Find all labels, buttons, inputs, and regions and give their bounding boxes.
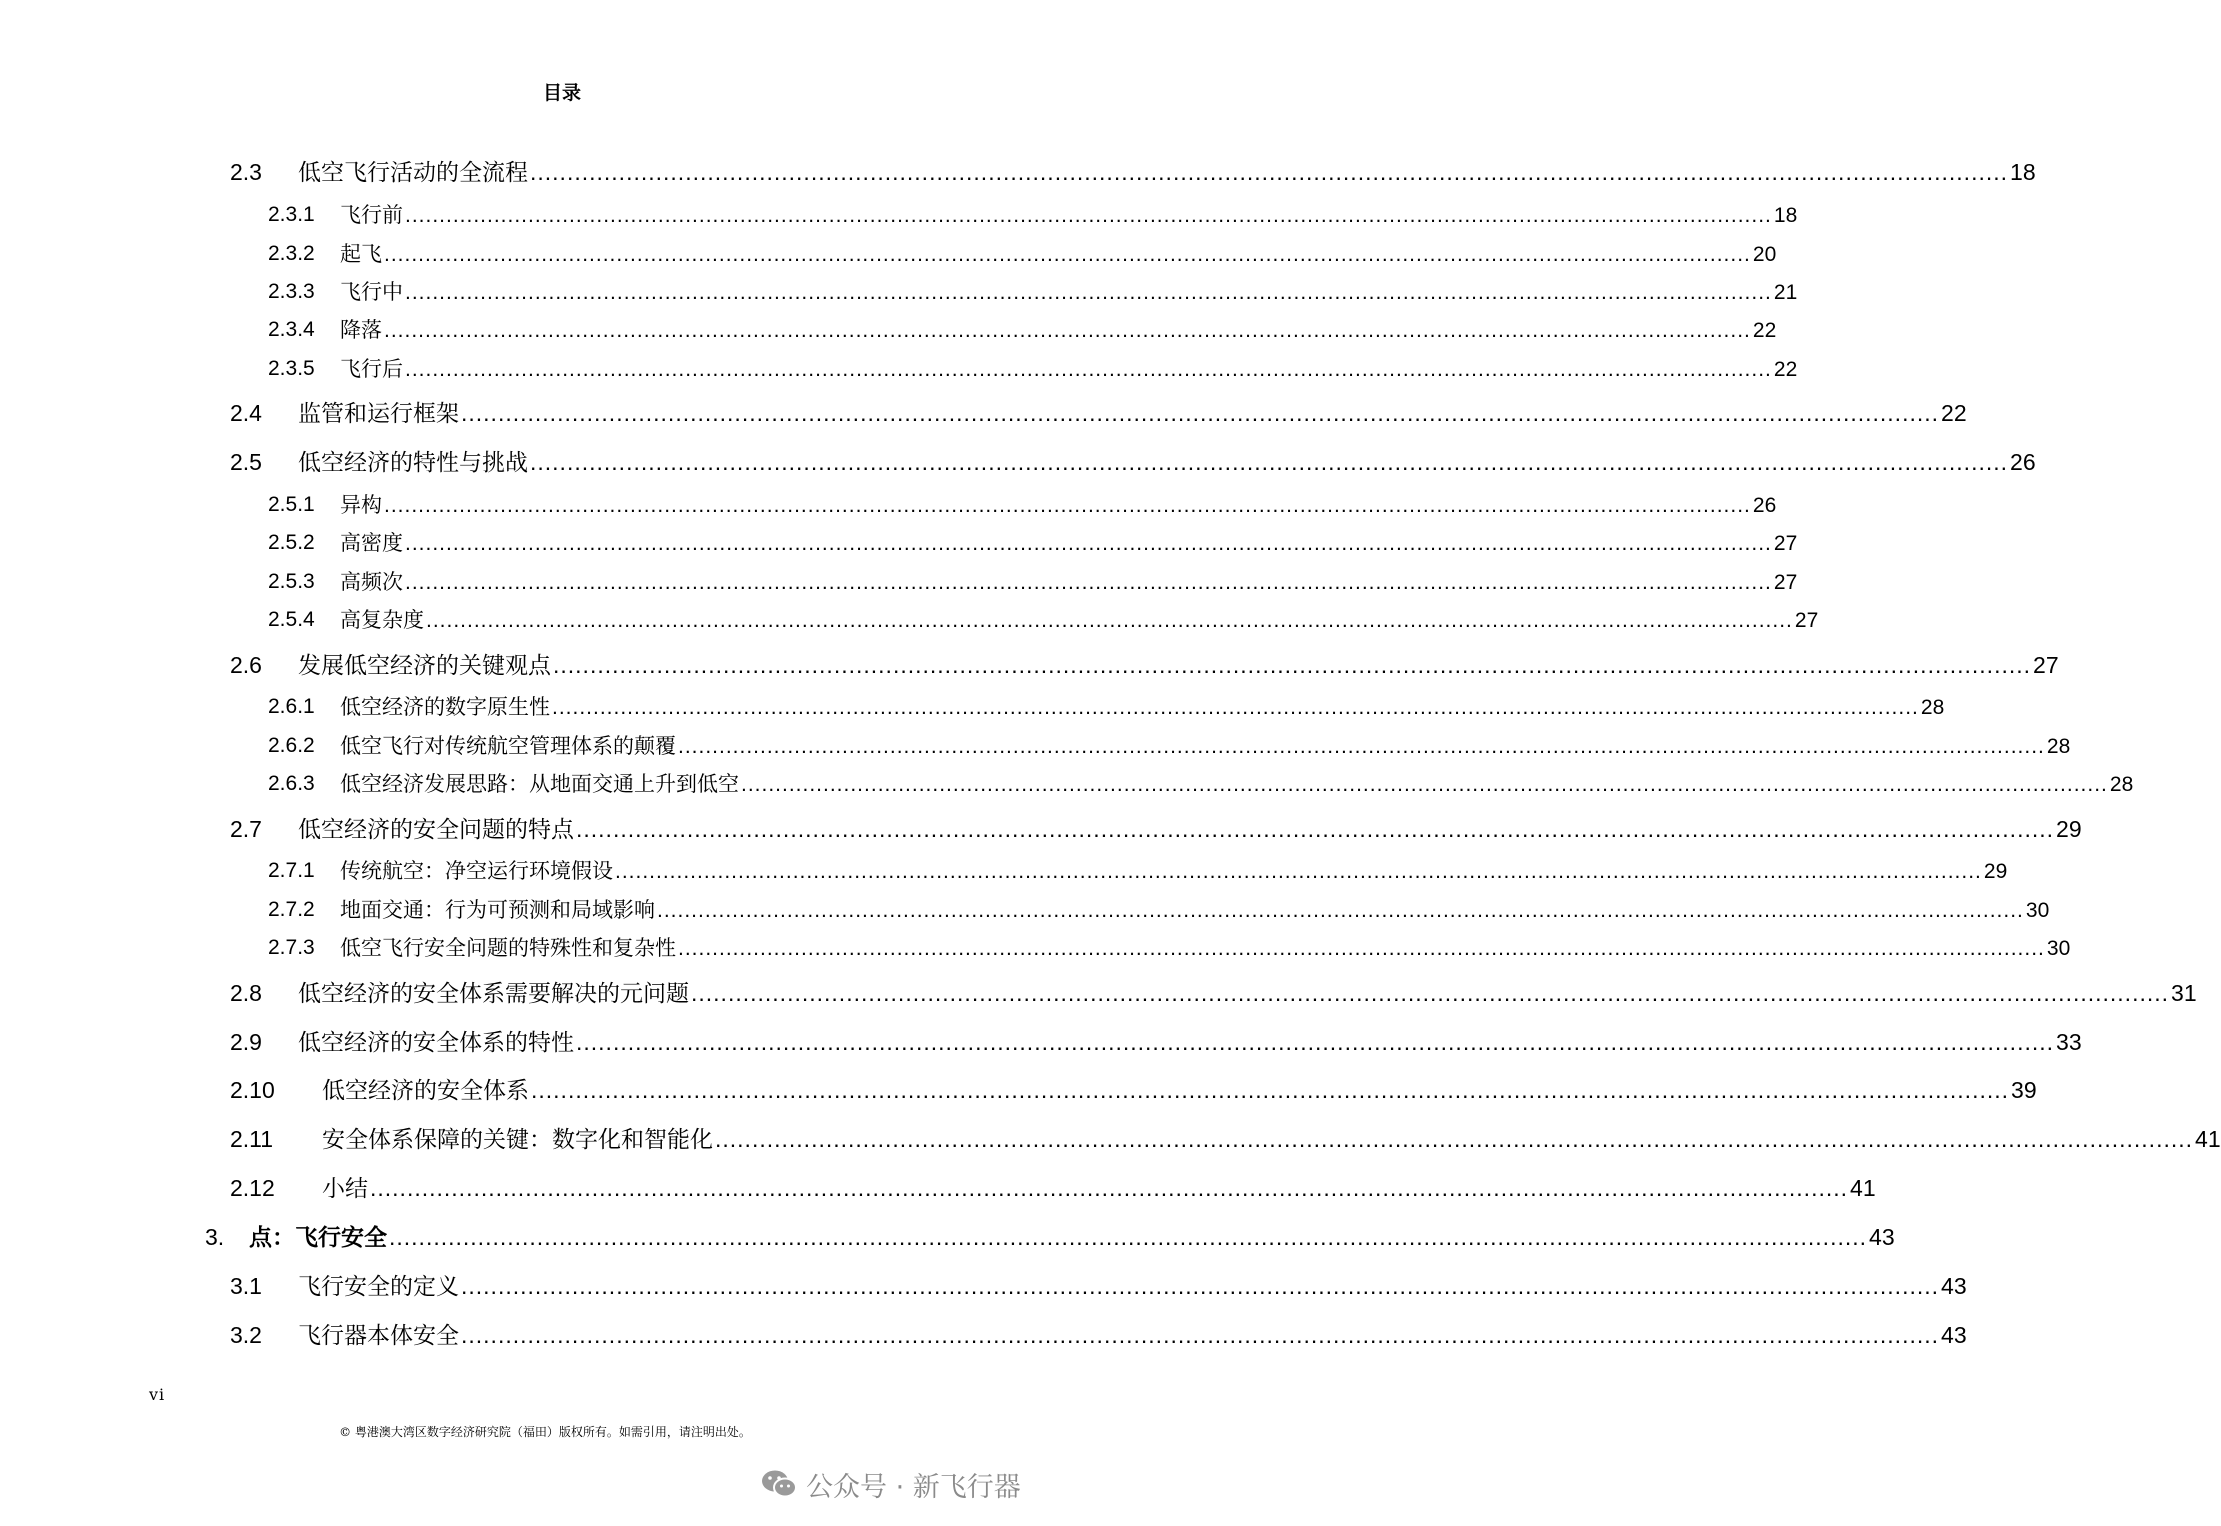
toc-dot-leader: ........................................................................................................................................................................................................: [553, 652, 2032, 678]
toc-entry[interactable]: [230, 396, 1967, 430]
toc-dot-leader: ........................................................................................................................................................................................................: [530, 159, 2009, 185]
toc-entry-page: 31: [2171, 980, 2197, 1006]
toc-entry[interactable]: [268, 893, 2050, 927]
toc-entry-number: 2.7: [230, 816, 262, 842]
toc-dot-leader: ........................................................................................................................................................................................................: [657, 899, 2024, 922]
toc-entry-title: 安全体系保障的关键：数字化和智能化: [322, 1127, 713, 1153]
toc-entry-title: 发展低空经济的关键观点: [298, 653, 551, 679]
toc-dot-leader: ........................................................................................................................................................................................................: [405, 358, 1772, 381]
toc-entry[interactable]: [230, 648, 2059, 682]
toc-entry-title: 低空飞行安全问题的特殊性和复杂性: [340, 936, 676, 960]
toc-entry-page: 28: [2046, 735, 2071, 758]
toc-entry-title: 高复杂度: [340, 608, 424, 632]
toc-entry-title: 飞行器本体安全: [298, 1323, 459, 1349]
toc-entry-number: 2.3.3: [268, 280, 315, 303]
toc-dot-leader: ........................................................................................................................................................................................................: [715, 1126, 2194, 1152]
toc-dot-leader: ........................................................................................................................................................................................................: [615, 860, 1982, 883]
toc-entry-number: 2.4: [230, 400, 262, 426]
toc-entry-page: 18: [2010, 159, 2036, 185]
toc-entry-title: 高密度: [340, 531, 403, 555]
toc-entry-title: 传统航空：净空运行环境假设: [340, 859, 613, 883]
toc-entry-page: 22: [1773, 358, 1798, 381]
toc-entry[interactable]: [268, 690, 1945, 724]
toc-entry-title: 起飞: [340, 242, 382, 266]
toc-entry-page: 22: [1941, 400, 1967, 426]
toc-entry-number: 2.7.2: [268, 898, 315, 921]
toc-entry-page: 21: [1773, 281, 1798, 304]
toc-entry-page: 29: [2056, 816, 2082, 842]
copyright-notice: © 粤港澳大湾区数字经济研究院（福田）版权所有。如需引用，请注明出处。: [339, 1425, 751, 1439]
toc-entry-title: 监管和运行框架: [298, 401, 459, 427]
toc-entry-page: 20: [1752, 243, 1777, 266]
toc-entry-title: 飞行前: [340, 203, 403, 227]
toc-dot-leader: ........................................................................................................................................................................................................: [405, 281, 1772, 304]
toc-entry-title: 低空经济的特性与挑战: [298, 450, 528, 476]
toc-entry-page: 33: [2056, 1029, 2082, 1055]
toc-dot-leader: ........................................................................................................................................................................................................: [691, 980, 2170, 1006]
toc-entry-number: 2.7.1: [268, 859, 315, 882]
toc-entry-page: 22: [1752, 319, 1777, 342]
toc-entry[interactable]: [230, 812, 2082, 846]
toc-entry[interactable]: [268, 275, 1798, 309]
toc-entry-number: 3.: [205, 1224, 225, 1250]
toc-dot-leader: ........................................................................................................................................................................................................: [678, 735, 2045, 758]
toc-entry-page: 27: [1794, 609, 1819, 632]
toc-entry-page: 26: [1752, 494, 1777, 517]
toc-entry-title: 低空经济发展思路：从地面交通上升到低空: [340, 772, 739, 796]
toc-entry[interactable]: [268, 313, 1777, 347]
toc-entry-page: 41: [2195, 1126, 2221, 1152]
toc-entry-number: 3.1: [230, 1273, 262, 1299]
toc-entry-page: 28: [2109, 773, 2134, 796]
toc-dot-leader: ........................................................................................................................................................................................................: [461, 1273, 1940, 1299]
toc-entry-number: 2.3: [230, 159, 262, 185]
toc-entry[interactable]: [230, 1171, 1876, 1205]
toc-entry[interactable]: [230, 1073, 2037, 1107]
toc-entry-page: 43: [1941, 1322, 1967, 1348]
toc-entry[interactable]: [268, 237, 1777, 271]
toc-entry[interactable]: [268, 931, 2071, 965]
toc-entry-title: 高频次: [340, 570, 403, 594]
toc-entry-page: 41: [1850, 1175, 1876, 1201]
toc-entry-number: 2.11: [230, 1126, 274, 1152]
toc-entry[interactable]: [268, 603, 1819, 637]
toc-dot-leader: ........................................................................................................................................................................................................: [678, 937, 2045, 960]
toc-entry-title: 低空经济的安全体系: [322, 1078, 529, 1104]
toc-entry-title: 低空飞行对传统航空管理体系的颠覆: [340, 734, 676, 758]
toc-entry-page: 43: [1869, 1224, 1895, 1250]
toc-entry-number: 2.8: [230, 980, 262, 1006]
toc-dot-leader: ........................................................................................................................................................................................................: [461, 1322, 1940, 1348]
toc-entry-title: 降落: [340, 318, 382, 342]
toc-entry-title: 地面交通：行为可预测和局域影响: [340, 898, 655, 922]
toc-entry-title: 飞行安全的定义: [298, 1274, 459, 1300]
toc-entry-title: 小结: [322, 1176, 368, 1202]
toc-entry[interactable]: [268, 488, 1777, 522]
toc-entry-number: 2.9: [230, 1029, 262, 1055]
toc-entry-number: 2.10: [230, 1077, 275, 1103]
toc-entry[interactable]: [230, 976, 2197, 1010]
toc-entry-page: 26: [2010, 449, 2036, 475]
toc-entry-number: 2.5: [230, 449, 262, 475]
page-title: 目录: [542, 82, 581, 104]
toc-entry-page: 28: [1920, 696, 1945, 719]
toc-entry-number: 2.3.1: [268, 203, 315, 226]
toc-entry-title: 低空经济的安全体系的特性: [298, 1030, 574, 1056]
toc-entry-page: 27: [2033, 652, 2059, 678]
toc-entry[interactable]: [268, 729, 2071, 763]
toc-dot-leader: ........................................................................................................................................................................................................: [384, 243, 1751, 266]
toc-dot-leader: ........................................................................................................................................................................................................: [741, 773, 2108, 796]
toc-entry[interactable]: [230, 1318, 1967, 1352]
toc-entry-number: 2.3.5: [268, 357, 315, 380]
watermark: [760, 1464, 1021, 1504]
toc-dot-leader: ........................................................................................................................................................................................................: [426, 609, 1793, 632]
toc-entry-page: 39: [2011, 1077, 2037, 1103]
toc-entry[interactable]: [230, 1269, 1967, 1303]
toc-entry-number: 2.3.2: [268, 242, 315, 265]
toc-entry-title: 低空经济的数字原生性: [340, 695, 550, 719]
toc-entry[interactable]: [268, 854, 2008, 888]
toc-dot-leader: ........................................................................................................................................................................................................: [405, 532, 1772, 555]
toc-entry-page: 43: [1941, 1273, 1967, 1299]
toc-entry-number: 2.5.2: [268, 531, 315, 554]
toc-entry[interactable]: [268, 198, 1798, 232]
toc-entry-number: 2.6.2: [268, 734, 315, 757]
toc-dot-leader: ........................................................................................................................................................................................................: [552, 696, 1919, 719]
toc-entry-title: 点：飞行安全: [249, 1225, 387, 1251]
toc-entry[interactable]: [268, 565, 1798, 599]
toc-entry-title: 飞行中: [340, 280, 403, 304]
toc-dot-leader: ........................................................................................................................................................................................................: [384, 319, 1751, 342]
toc-entry[interactable]: [230, 1025, 2082, 1059]
toc-entry-title: 低空经济的安全体系需要解决的元问题: [298, 981, 689, 1007]
toc-entry-title: 异构: [340, 493, 382, 517]
toc-dot-leader: ........................................................................................................................................................................................................: [389, 1224, 1868, 1250]
toc-entry[interactable]: [230, 155, 2036, 189]
toc-entry-page: 29: [1983, 860, 2008, 883]
wechat-icon: [760, 1469, 798, 1499]
toc-dot-leader: ........................................................................................................................................................................................................: [530, 449, 2009, 475]
toc-entry-title: 低空经济的安全问题的特点: [298, 817, 574, 843]
toc-entry-number: 2.6: [230, 652, 262, 678]
toc-entry-number: 2.12: [230, 1175, 275, 1201]
toc-entry-page: 27: [1773, 532, 1798, 555]
toc-entry-number: 2.3.4: [268, 318, 315, 341]
toc-dot-leader: ........................................................................................................................................................................................................: [576, 816, 2055, 842]
page-number: vi: [149, 1385, 166, 1404]
toc-dot-leader: ........................................................................................................................................................................................................: [384, 494, 1751, 517]
toc-dot-leader: ........................................................................................................................................................................................................: [405, 204, 1772, 227]
toc-dot-leader: ........................................................................................................................................................................................................: [370, 1175, 1849, 1201]
toc-entry-number: 2.7.3: [268, 936, 315, 959]
watermark-text: 公众号 · 新飞行器: [806, 1471, 1021, 1503]
toc-entry-page: 18: [1773, 204, 1798, 227]
toc-entry[interactable]: [205, 1220, 1895, 1254]
toc-entry-page: 30: [2025, 899, 2050, 922]
toc-entry[interactable]: [268, 526, 1798, 560]
toc-dot-leader: ........................................................................................................................................................................................................: [405, 571, 1772, 594]
toc-entry-number: 2.5.1: [268, 493, 315, 516]
toc-dot-leader: ........................................................................................................................................................................................................: [531, 1077, 2010, 1103]
toc-dot-leader: ........................................................................................................................................................................................................: [576, 1029, 2055, 1055]
toc-entry-number: 3.2: [230, 1322, 262, 1348]
toc-entry[interactable]: [230, 445, 2036, 479]
toc-entry-page: 27: [1773, 571, 1798, 594]
toc-entry-title: 低空飞行活动的全流程: [298, 160, 528, 186]
toc-entry-number: 2.5.4: [268, 608, 315, 631]
toc-entry-number: 2.5.3: [268, 570, 315, 593]
toc-entry-title: 飞行后: [340, 357, 403, 381]
toc-entry[interactable]: [230, 1122, 2221, 1156]
toc-entry[interactable]: [268, 352, 1798, 386]
toc-dot-leader: ........................................................................................................................................................................................................: [461, 400, 1940, 426]
toc-entry-page: 30: [2046, 937, 2071, 960]
toc-entry-number: 2.6.1: [268, 695, 315, 718]
toc-entry[interactable]: [268, 767, 2134, 801]
toc-entry-number: 2.6.3: [268, 772, 315, 795]
